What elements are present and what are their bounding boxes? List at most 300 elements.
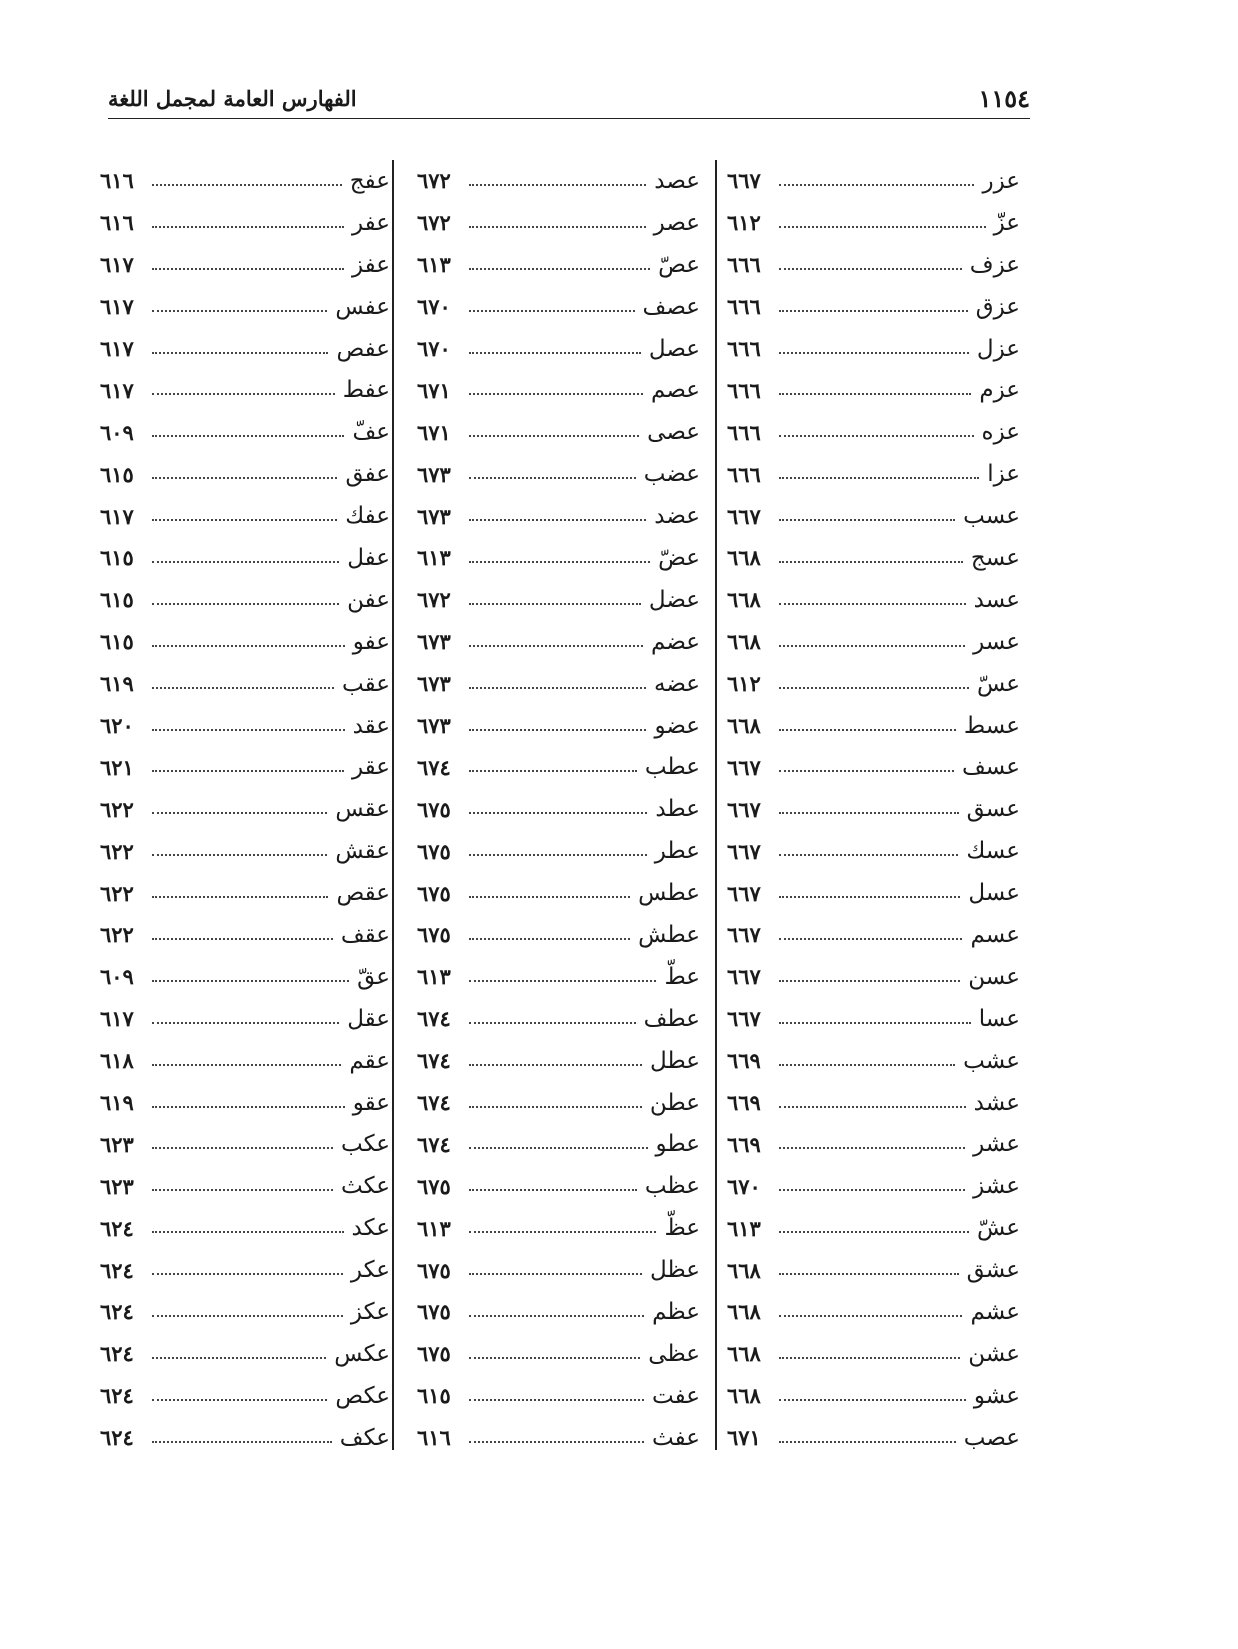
leader-dots <box>152 770 344 772</box>
leader-dots <box>152 268 344 270</box>
entry-page-number: ٦١٧ <box>100 294 134 320</box>
entry-word: عشو <box>973 1382 1020 1409</box>
leader-dots <box>469 1147 648 1149</box>
leader-dots <box>152 310 327 312</box>
entry-word: عظّ <box>664 1215 700 1242</box>
index-entry <box>100 411 390 453</box>
entry-page-number: ٦٧٢ <box>417 168 451 194</box>
entry-page-number: ٦٦٦ <box>727 336 761 361</box>
leader-dots <box>779 268 962 270</box>
entry-word: عكز <box>350 1298 390 1325</box>
entry-page-number: ٦١٥ <box>100 545 134 571</box>
entry-word: عزم <box>979 377 1020 404</box>
index-entry <box>727 914 1020 956</box>
leader-dots <box>152 1189 333 1191</box>
entry-word: عقّ <box>357 963 390 990</box>
index-entry <box>417 746 700 788</box>
leader-dots <box>469 1106 642 1108</box>
entry-page-number: ٦٢٤ <box>100 1383 134 1409</box>
entry-word: عضد <box>654 503 700 530</box>
entry-page-number: ٦٧٥ <box>417 1173 451 1199</box>
entry-word: عضه <box>654 670 700 697</box>
leader-dots <box>152 184 342 186</box>
index-entry <box>417 705 700 747</box>
index-entry <box>100 914 390 956</box>
index-entry <box>417 369 700 411</box>
entry-page-number: ٦٠٩ <box>100 964 134 990</box>
leader-dots <box>469 603 641 605</box>
entry-word: عضب <box>643 461 700 488</box>
entry-word: عصل <box>648 335 700 362</box>
entry-word: عزل <box>976 335 1020 362</box>
index-entry <box>727 705 1020 747</box>
leader-dots <box>779 1022 971 1024</box>
leader-dots <box>152 1106 345 1108</box>
index-column-middle <box>417 160 700 1459</box>
entry-word: عطب <box>644 754 700 781</box>
entry-word: عطر <box>654 838 700 865</box>
index-entry <box>727 202 1020 244</box>
entry-word: عقش <box>335 838 390 865</box>
entry-word: عطد <box>655 796 700 823</box>
leader-dots <box>152 938 333 940</box>
leader-dots <box>152 980 349 982</box>
index-entry <box>100 537 390 579</box>
index-entry <box>727 411 1020 453</box>
entry-page-number: ٦٧٥ <box>417 1299 451 1325</box>
index-entry <box>417 1165 700 1207</box>
leader-dots <box>779 519 955 521</box>
leader-dots <box>469 770 637 772</box>
entry-word: عفق <box>345 461 390 488</box>
leader-dots <box>469 645 643 647</box>
leader-dots <box>152 561 339 563</box>
index-entry <box>100 328 390 370</box>
leader-dots <box>469 729 646 731</box>
entry-page-number: ٦١٢ <box>727 210 761 236</box>
entry-page-number: ٦٦٨ <box>727 1341 761 1367</box>
entry-page-number: ٦٧٤ <box>417 754 451 780</box>
entry-word: عسر <box>973 628 1020 655</box>
index-entry <box>100 663 390 705</box>
entry-word: عسط <box>963 712 1020 739</box>
leader-dots <box>469 1273 642 1275</box>
entry-word: عسك <box>966 838 1020 865</box>
entry-word: عقو <box>352 1089 390 1116</box>
entry-page-number: ٦٦٧ <box>727 922 761 948</box>
entry-word: عكث <box>340 1173 390 1200</box>
entry-word: عزه <box>981 419 1020 446</box>
entry-page-number: ٦٢٤ <box>100 1257 134 1283</box>
entry-page-number: ٦٧٣ <box>417 713 451 739</box>
entry-word: عزف <box>969 251 1020 278</box>
index-entry <box>727 453 1020 495</box>
entry-page-number: ٦٦٧ <box>727 168 761 194</box>
index-column-left <box>100 160 390 1459</box>
index-entry <box>727 579 1020 621</box>
index-entry <box>100 705 390 747</box>
index-entry <box>100 1165 390 1207</box>
entry-page-number: ٦٢٢ <box>100 838 134 864</box>
leader-dots <box>469 393 643 395</box>
leader-dots <box>779 435 974 437</box>
index-entry <box>100 788 390 830</box>
index-entry <box>100 998 390 1040</box>
entry-page-number: ٦١٨ <box>100 1048 134 1074</box>
leader-dots <box>152 393 335 395</box>
entry-page-number: ٦٧١ <box>727 1425 761 1451</box>
entry-word: عطّ <box>664 963 700 990</box>
entry-word: عقب <box>342 670 390 697</box>
leader-dots <box>469 1022 636 1024</box>
entry-page-number: ٦٢٣ <box>100 1173 134 1199</box>
entry-word: عقم <box>349 1047 390 1074</box>
leader-dots <box>152 1357 326 1359</box>
entry-word: عكف <box>339 1424 390 1451</box>
leader-dots <box>779 1231 969 1233</box>
entry-word: عسج <box>970 544 1020 571</box>
entry-page-number: ٦٦٦ <box>727 377 761 403</box>
entry-word: عصى <box>647 419 700 446</box>
leader-dots <box>152 1022 339 1024</box>
entry-word: عسا <box>978 1005 1020 1032</box>
entry-word: عكس <box>334 1340 390 1367</box>
leader-dots <box>152 645 345 647</box>
index-entry <box>727 286 1020 328</box>
entry-page-number: ٦٧٥ <box>417 838 451 864</box>
entry-page-number: ٦١٧ <box>100 252 134 278</box>
index-entry <box>417 244 700 286</box>
index-entry <box>417 1333 700 1375</box>
entry-word: عفل <box>347 544 390 571</box>
index-entry <box>417 411 700 453</box>
entry-word: عطس <box>638 880 700 907</box>
entry-word: عظب <box>644 1173 700 1200</box>
index-entry <box>100 1123 390 1165</box>
index-entry <box>727 830 1020 872</box>
index-entry <box>727 788 1020 830</box>
index-entry <box>417 1417 700 1459</box>
leader-dots <box>779 812 959 814</box>
index-entry <box>417 1123 700 1165</box>
index-entry <box>417 621 700 663</box>
entry-page-number: ٦١٥ <box>100 587 134 613</box>
entry-word: عضّ <box>658 544 700 571</box>
entry-word: عشب <box>963 1047 1020 1074</box>
index-entry <box>100 1375 390 1417</box>
entry-page-number: ٦٦٦ <box>727 252 761 278</box>
entry-page-number: ٦٦٨ <box>727 1383 761 1409</box>
entry-word: عضم <box>651 628 700 655</box>
entry-page-number: ٦١٥ <box>100 629 134 655</box>
leader-dots <box>152 1315 343 1317</box>
entry-word: عطل <box>649 1047 700 1074</box>
index-entry <box>417 830 700 872</box>
leader-dots <box>779 310 968 312</box>
leader-dots <box>469 896 630 898</box>
entry-word: عصف <box>642 293 700 320</box>
index-entry <box>417 998 700 1040</box>
leader-dots <box>469 1357 640 1359</box>
index-entry <box>727 621 1020 663</box>
leader-dots <box>152 226 344 228</box>
entry-page-number: ٦٢٣ <box>100 1131 134 1157</box>
leader-dots <box>779 938 962 940</box>
entry-page-number: ٦٦٩ <box>727 1048 761 1074</box>
leader-dots <box>779 352 969 354</box>
index-entry <box>727 328 1020 370</box>
entry-word: عكص <box>335 1382 390 1409</box>
index-entry <box>727 369 1020 411</box>
index-entry <box>727 663 1020 705</box>
index-entry <box>727 1040 1020 1082</box>
entry-word: عقد <box>352 712 390 739</box>
leader-dots <box>469 1315 644 1317</box>
entry-word: عزا <box>987 461 1020 488</box>
entry-word: عطو <box>655 1131 700 1158</box>
entry-word: عفن <box>347 586 390 613</box>
index-entry <box>100 1417 390 1459</box>
entry-page-number: ٦٧٥ <box>417 796 451 822</box>
index-entry <box>100 286 390 328</box>
leader-dots <box>152 854 327 856</box>
index-entry <box>727 956 1020 998</box>
leader-dots <box>152 687 334 689</box>
index-entry <box>417 1207 700 1249</box>
entry-word: عشن <box>968 1340 1020 1367</box>
leader-dots <box>779 896 960 898</box>
leader-dots <box>152 896 328 898</box>
index-entry <box>417 914 700 956</box>
entry-word: عسف <box>961 754 1020 781</box>
leader-dots <box>779 1147 965 1149</box>
running-title: الفهارس العامة لمجمل اللغة <box>108 86 357 111</box>
entry-page-number: ٦١٥ <box>417 1383 451 1409</box>
entry-page-number: ٦٧٢ <box>417 587 451 613</box>
entry-word: عكب <box>340 1131 390 1158</box>
leader-dots <box>779 603 966 605</box>
entry-word: عكد <box>351 1215 390 1242</box>
entry-page-number: ٦٦٨ <box>727 1257 761 1283</box>
leader-dots <box>469 268 650 270</box>
entry-page-number: ٦٧١ <box>417 377 451 403</box>
index-entry <box>727 1123 1020 1165</box>
index-entry <box>100 872 390 914</box>
column-divider <box>715 160 717 1450</box>
entry-word: عضو <box>654 712 700 739</box>
leader-dots <box>779 1357 960 1359</box>
leader-dots <box>779 1315 962 1317</box>
entry-word: عظل <box>649 1257 700 1284</box>
leader-dots <box>152 1399 327 1401</box>
entry-page-number: ٦٧٤ <box>417 1090 451 1116</box>
entry-page-number: ٦١٦ <box>417 1425 451 1451</box>
entry-page-number: ٦٧٣ <box>417 503 451 529</box>
index-entry <box>100 202 390 244</box>
index-entry <box>417 202 700 244</box>
leader-dots <box>469 812 647 814</box>
entry-word: عضل <box>648 586 700 613</box>
entry-page-number: ٦١٧ <box>100 1006 134 1032</box>
entry-word: عسد <box>973 586 1020 613</box>
index-entry <box>100 1207 390 1249</box>
leader-dots <box>152 477 337 479</box>
index-entry <box>100 1249 390 1291</box>
index-entry <box>417 579 700 621</box>
leader-dots <box>152 1147 333 1149</box>
leader-dots <box>779 1399 966 1401</box>
entry-page-number: ٦٦٧ <box>727 964 761 990</box>
index-entry <box>100 495 390 537</box>
leader-dots <box>469 854 647 856</box>
entry-word: عشز <box>973 1173 1020 1200</box>
entry-word: عفج <box>349 167 390 194</box>
leader-dots <box>779 561 963 563</box>
entry-word: عصب <box>963 1424 1020 1451</box>
entry-page-number: ٦٧٥ <box>417 1341 451 1367</box>
index-entry <box>100 244 390 286</box>
leader-dots <box>469 1064 642 1066</box>
index-entry <box>417 1040 700 1082</box>
entry-word: عشق <box>966 1257 1020 1284</box>
entry-page-number: ٦١٣ <box>417 964 451 990</box>
entry-page-number: ٦٢٤ <box>100 1215 134 1241</box>
leader-dots <box>779 770 954 772</box>
column-divider <box>392 160 394 1450</box>
index-entry <box>727 160 1020 202</box>
index-entry <box>727 746 1020 788</box>
index-entry <box>727 1333 1020 1375</box>
index-entry <box>100 1291 390 1333</box>
index-entry <box>417 160 700 202</box>
entry-page-number: ٦١٧ <box>100 503 134 529</box>
leader-dots <box>779 1441 956 1443</box>
entry-page-number: ٦١٢ <box>727 671 761 697</box>
leader-dots <box>152 435 344 437</box>
entry-page-number: ٦١٣ <box>417 545 451 571</box>
entry-page-number: ٦١٦ <box>100 168 134 194</box>
index-entry <box>417 286 700 328</box>
entry-page-number: ٦١٩ <box>100 671 134 697</box>
leader-dots <box>469 184 646 186</box>
entry-word: عصم <box>651 377 700 404</box>
entry-page-number: ٦٧٣ <box>417 629 451 655</box>
leader-dots <box>152 352 328 354</box>
entry-page-number: ٦٧٤ <box>417 1006 451 1032</box>
index-entry <box>100 621 390 663</box>
leader-dots <box>779 226 986 228</box>
entry-page-number: ٦٢٤ <box>100 1425 134 1451</box>
index-entry <box>727 244 1020 286</box>
entry-page-number: ٦٧٤ <box>417 1048 451 1074</box>
entry-word: عظى <box>648 1340 700 1367</box>
leader-dots <box>779 477 979 479</box>
entry-word: عزر <box>982 167 1020 194</box>
entry-word: عقل <box>347 1005 390 1032</box>
entry-word: عشم <box>970 1298 1020 1325</box>
entry-page-number: ٦٢١ <box>100 754 134 780</box>
entry-page-number: ٦١٥ <box>100 461 134 487</box>
leader-dots <box>469 477 636 479</box>
index-entry <box>417 453 700 495</box>
index-entry <box>100 1333 390 1375</box>
entry-word: عطش <box>638 921 700 948</box>
index-entry <box>100 830 390 872</box>
entry-word: عفر <box>351 209 390 236</box>
entry-word: عفت <box>652 1382 700 1409</box>
entry-page-number: ٦٦٨ <box>727 629 761 655</box>
leader-dots <box>469 561 650 563</box>
leader-dots <box>469 226 646 228</box>
entry-page-number: ٦٦٦ <box>727 461 761 487</box>
leader-dots <box>779 184 974 186</box>
entry-page-number: ٦١٩ <box>100 1090 134 1116</box>
index-entry <box>100 956 390 998</box>
entry-page-number: ٦٦٧ <box>727 880 761 906</box>
entry-word: عقص <box>336 880 390 907</box>
leader-dots <box>779 393 971 395</box>
leader-dots <box>779 1273 959 1275</box>
leader-dots <box>469 1399 644 1401</box>
entry-page-number: ٦١٧ <box>100 336 134 361</box>
entry-word: عكر <box>350 1257 390 1284</box>
entry-word: عظم <box>652 1298 700 1325</box>
entry-word: عسم <box>970 921 1020 948</box>
leader-dots <box>779 1106 966 1108</box>
entry-page-number: ٦٦٨ <box>727 713 761 739</box>
leader-dots <box>779 854 958 856</box>
entry-word: عزّ <box>993 209 1020 236</box>
entry-page-number: ٦٢٤ <box>100 1299 134 1325</box>
index-entry <box>727 872 1020 914</box>
index-entry <box>100 453 390 495</box>
entry-word: عفز <box>351 251 390 278</box>
entry-word: عصر <box>653 209 700 236</box>
entry-page-number: ٦٧٥ <box>417 1257 451 1283</box>
index-entry <box>727 1165 1020 1207</box>
page-number: ١١٥٤ <box>978 84 1030 113</box>
entry-page-number: ٦٢٠ <box>100 713 134 739</box>
entry-page-number: ٦٢٤ <box>100 1341 134 1367</box>
leader-dots <box>152 603 339 605</box>
entry-word: عفث <box>652 1424 700 1451</box>
index-entry <box>417 537 700 579</box>
leader-dots <box>469 435 639 437</box>
entry-word: عفو <box>352 628 390 655</box>
entry-word: عسل <box>968 880 1020 907</box>
entry-word: عسق <box>966 796 1020 823</box>
entry-page-number: ٦٦٧ <box>727 503 761 529</box>
index-entry <box>727 1249 1020 1291</box>
entry-page-number: ٦١٣ <box>417 252 451 278</box>
entry-page-number: ٦٧٣ <box>417 671 451 697</box>
index-entry <box>100 579 390 621</box>
index-entry <box>727 1082 1020 1124</box>
entry-page-number: ٦٦٦ <box>727 294 761 320</box>
index-entry <box>100 1040 390 1082</box>
leader-dots <box>469 519 646 521</box>
entry-word: عصّ <box>658 251 700 278</box>
entry-word: عقف <box>340 921 390 948</box>
entry-word: عشد <box>973 1089 1020 1116</box>
entry-page-number: ٦٦٧ <box>727 838 761 864</box>
entry-page-number: ٦١٦ <box>100 210 134 236</box>
leader-dots <box>779 687 969 689</box>
index-entry <box>727 1291 1020 1333</box>
entry-word: عسّ <box>976 670 1020 697</box>
entry-page-number: ٦٦٨ <box>727 545 761 571</box>
entry-page-number: ٦٦٩ <box>727 1090 761 1116</box>
